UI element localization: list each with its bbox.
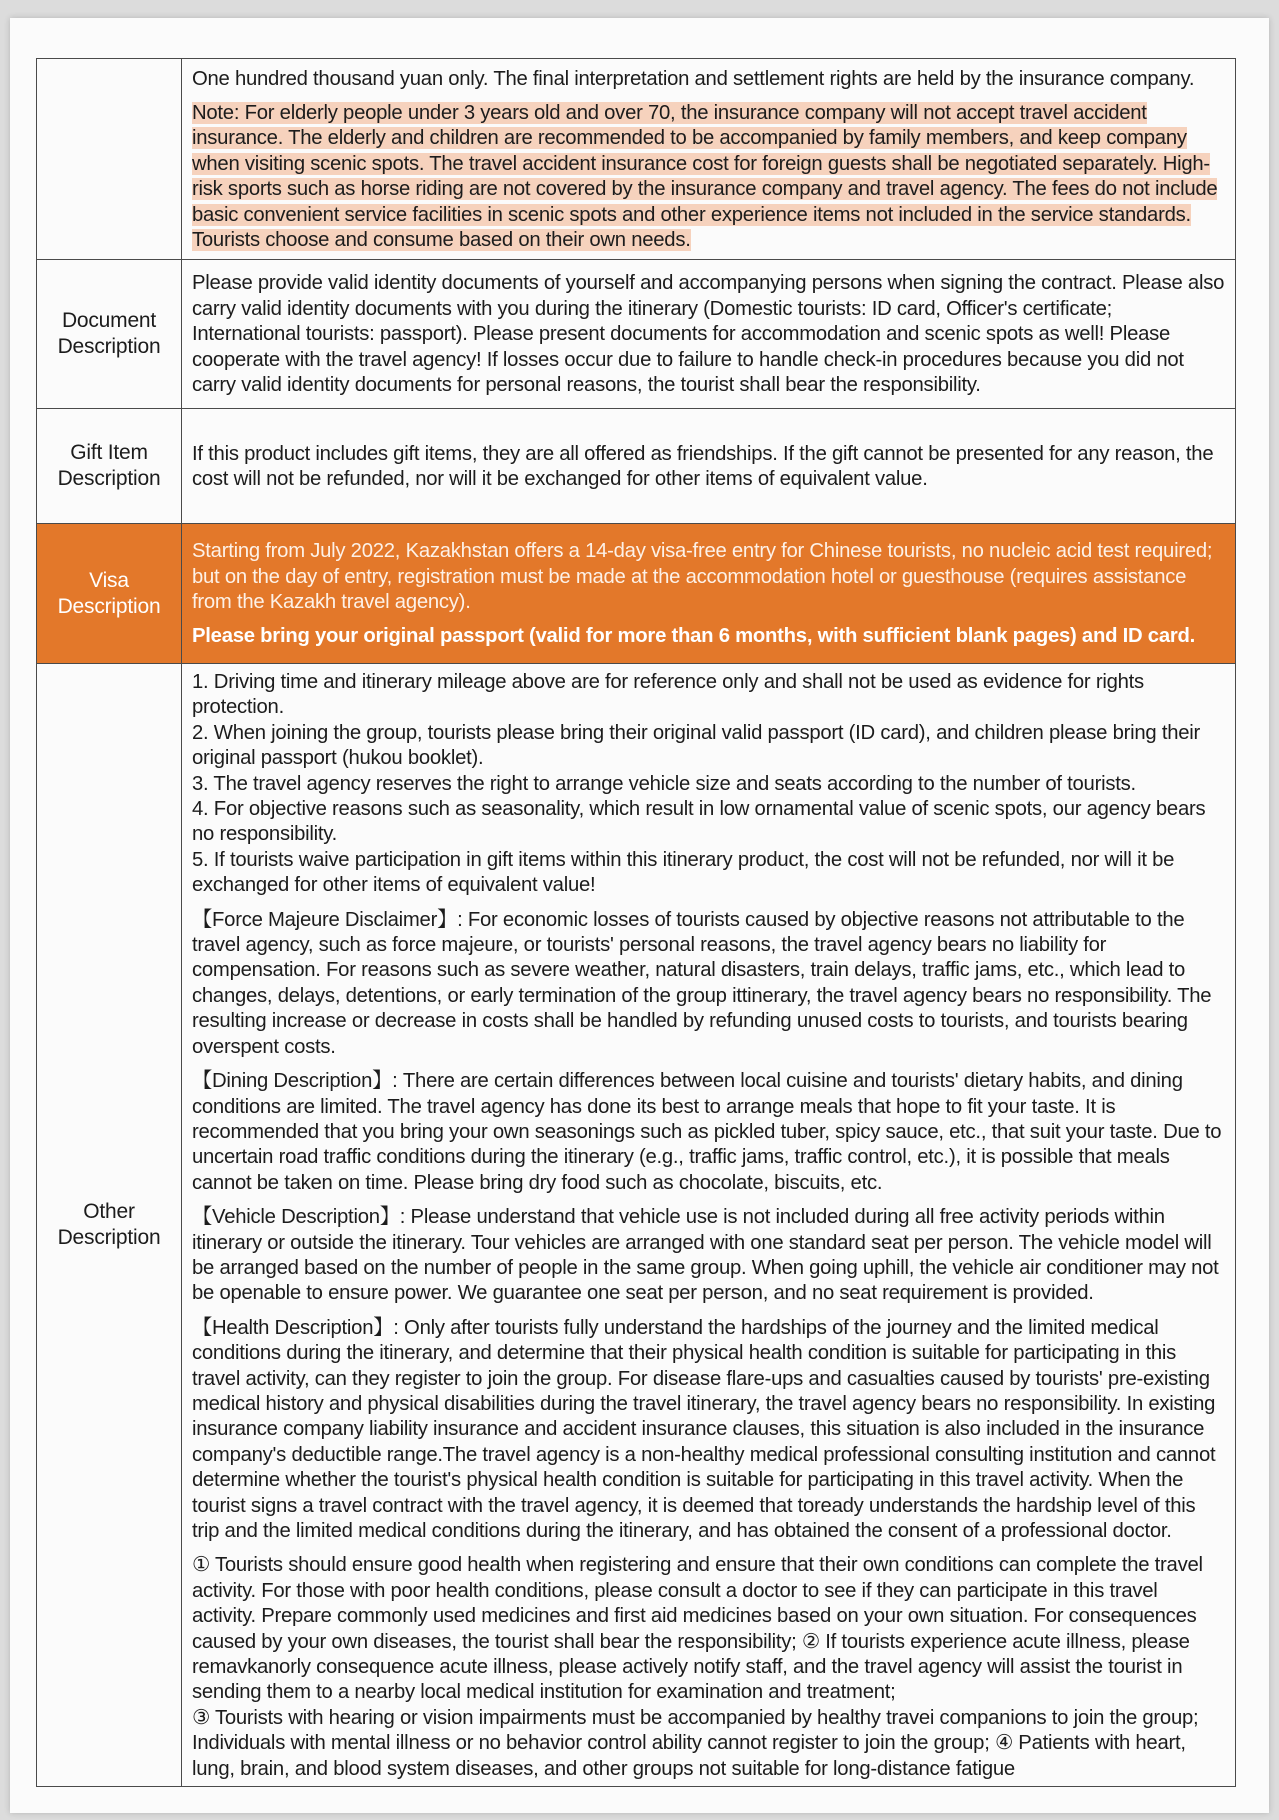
gift-content-cell xyxy=(182,409,1236,524)
document-label-line2: Description xyxy=(57,335,161,358)
document-label-cell xyxy=(37,260,182,409)
insurance-note xyxy=(192,101,1225,253)
health-notes xyxy=(192,1553,1225,1782)
gift-row xyxy=(37,409,1236,524)
visa-text: Starting from July 2022, Kazakhstan offers a 14-day visa-free entry for Chinese tourists, no nucleic acid test required; but on the day of entry, registration must be made at the accommodation hotel or guesthouse (requires assistance from the Kazakh travel agency). xyxy=(192,540,1213,613)
force-majeure-text: 【Force Majeure Disclaimer】: For economic losses of tourists caused by objective reasons not attributable to the travel agency, such as force majeure, or tourists' personal reasons, the travel agency bears no liability for compensation. For reasons such as severe weather, natural disasters, train delays, traffic jams, etc., which lead to changes, delays, detentions, or early termination of the group ittinerary, the travel agency bears no responsibility. The resulting increase or decrease in costs shall be handled by refunding unused costs to tourists, and tourists bearing overspent costs. xyxy=(192,908,1212,1058)
visa-row xyxy=(37,524,1236,664)
description-table xyxy=(36,58,1236,1787)
gift-label-line1: Gift Item xyxy=(70,441,148,464)
other-label-line2: Description xyxy=(57,1226,161,1250)
document-content-cell xyxy=(182,260,1236,409)
document-text: Please provide valid identity documents of yourself and accompanying persons when signing the contract. Please also carry valid identity documents with you during the itinerary (Domestic tourists: ID card, Officer's certificate; International tourists: passport). Please present documents for accommodation and scenic spots as well! Please cooperate with the travel agency! If losses occur due to failure to handle check-in procedures because you did not carry valid identity documents for personal reasons, the tourist shall bear the responsibility. xyxy=(192,272,1225,397)
gift-label-line2: Description xyxy=(57,467,161,490)
document-label-line1: Document xyxy=(61,309,157,332)
other-label-cell xyxy=(37,664,182,1787)
visa-passport-notice: Please bring your original passport (valid for more than 6 months, with sufficient blank pages) and ID card. xyxy=(192,625,1196,648)
document-page xyxy=(10,18,1269,1813)
insurance-row xyxy=(37,59,1236,260)
list-item: 4. For objective reasons such as seasonality, which result in low ornamental value of scenic spots, our agency bears no responsibility. xyxy=(192,798,1206,846)
insurance-label-cell xyxy=(37,59,182,260)
visa-label-cell xyxy=(37,524,182,664)
health-text: 【Health Description】: Only after tourists fully understand the hardships of the journey and the limited medical conditions during the itinerary, and determine that their physical health condition is suitable for participating in this travel activity, can they register to join the group. For disease flare-ups and casualties caused by tourists' pre-existing medical history and physical disabilities during the travel itinerary, the travel agency bears no responsibility. In existing insurance company liability insurance and accident insurance clauses, this situation is also included in the insurance company's deductible range.The travel agency is a non-healthy medical professional consulting institution and cannot determine whether the tourist's physical health condition is suitable for participating in this travel activity. When the tourist signs a travel contract with the travel agency, it is deemed that toready understands the hardship level of this trip and the limited medical conditions during the itinerary, and has obtained the consent of a professional doctor. xyxy=(192,1316,1216,1542)
other-list xyxy=(192,670,1225,899)
other-row xyxy=(37,664,1236,1787)
health-notes-part1: ① Tourists should ensure good health when registering and ensure that their own conditions can complete the travel activity. For those with poor health conditions, please consult a doctor to see if they can participate in this travel activity. Prepare commonly used medicines and first aid medicines based on your own situation. For consequences caused by your own diseases, the tourist shall bear the responsibility; ② If tourists experience acute illness, please remavkanorly consequence acute illness, please actively notify staff, and the travel agency will assist the tourist in sending them to a nearby local medical institution for examination and treatment; xyxy=(192,1554,1203,1704)
gift-text: If this product includes gift items, they are all offered as friendships. If the gift cannot be presented for any reason, the cost will not be refunded, nor will it be exchanged for other items of equivalent value. xyxy=(192,442,1214,490)
gift-label-cell xyxy=(37,409,182,524)
list-item: 2. When joining the group, tourists please bring their original valid passport (ID card), and children please bring their original passport (hukou booklet). xyxy=(192,721,1201,770)
list-item: 1. Driving time and itinerary mileage above are for reference only and shall not be used as evidence for rights protection. xyxy=(192,671,1144,719)
other-content-cell xyxy=(182,664,1236,1787)
list-item: 5. If tourists waive participation in gift items within this itinerary product, the cost will not be refunded, nor will it be exchanged for other items of equivalent value! xyxy=(192,848,1175,897)
dining-text: 【Dining Description】: There are certain differences between local cuisine and tourists' dietary habits, and dining conditions are limited. The travel agency has done its best to arrange meals that hope to fit your taste. It is recommended that you bring your own seasonings such as pickled tuber, spicy sauce, etc., that suit your taste. Due to uncertain road traffic conditions during the itinerary (e.g., traffic jams, traffic control, etc.), it is possible that meals cannot be taken on time. Please bring dry food such as chocolate, biscuits, etc. xyxy=(192,1070,1222,1194)
health-notes-part2: ③ Tourists with hearing or vision impairments must be accompanied by healthy travei companions to join the group; Individuals with mental illness or no behavior control ability cannot register to join the group; ④ Patients with heart, lung, brain, and blood system diseases, and other groups not suitable for long-distance fatigue xyxy=(192,1706,1199,1780)
visa-label-line1: Visa xyxy=(89,568,129,592)
insurance-content-cell xyxy=(182,59,1236,260)
insurance-note-highlight: Note: For elderly people under 3 years old and over 70, the insurance company will not accept travel accident insurance. The elderly and children are recommended to be accompanied by family members, and keep company when visiting scenic spots. The travel accident insurance cost for foreign guests shall be negotiated separately. High-risk sports such as horse riding are not covered by the insurance company and travel agency. The fees do not include basic convenient service facilities in scenic spots and other experience items not included in the service standards. Tourists choose and consume based on their own needs. xyxy=(192,101,1218,252)
visa-content-cell xyxy=(182,524,1236,664)
insurance-text: One hundred thousand yuan only. The final interpretation and settlement rights are held by the insurance company. xyxy=(192,67,1195,90)
vehicle-text: 【Vehicle Description】: Please understand that vehicle use is not included during all free activity periods within itinerary or outside the itinerary. Tour vehicles are arranged with one standard seat per person. The vehicle model will be arranged based on the number of people in the same group. When going uphill, the vehicle air conditioner may not be openable to ensure power. We guarantee one seat per person, and no seat requirement is provided. xyxy=(192,1206,1219,1305)
other-label-line1: Other xyxy=(83,1200,135,1224)
visa-label-line2: Description xyxy=(57,594,161,618)
document-row xyxy=(37,260,1236,409)
list-item: 3. The travel agency reserves the right to arrange vehicle size and seats according to the number of tourists. xyxy=(192,772,1136,795)
